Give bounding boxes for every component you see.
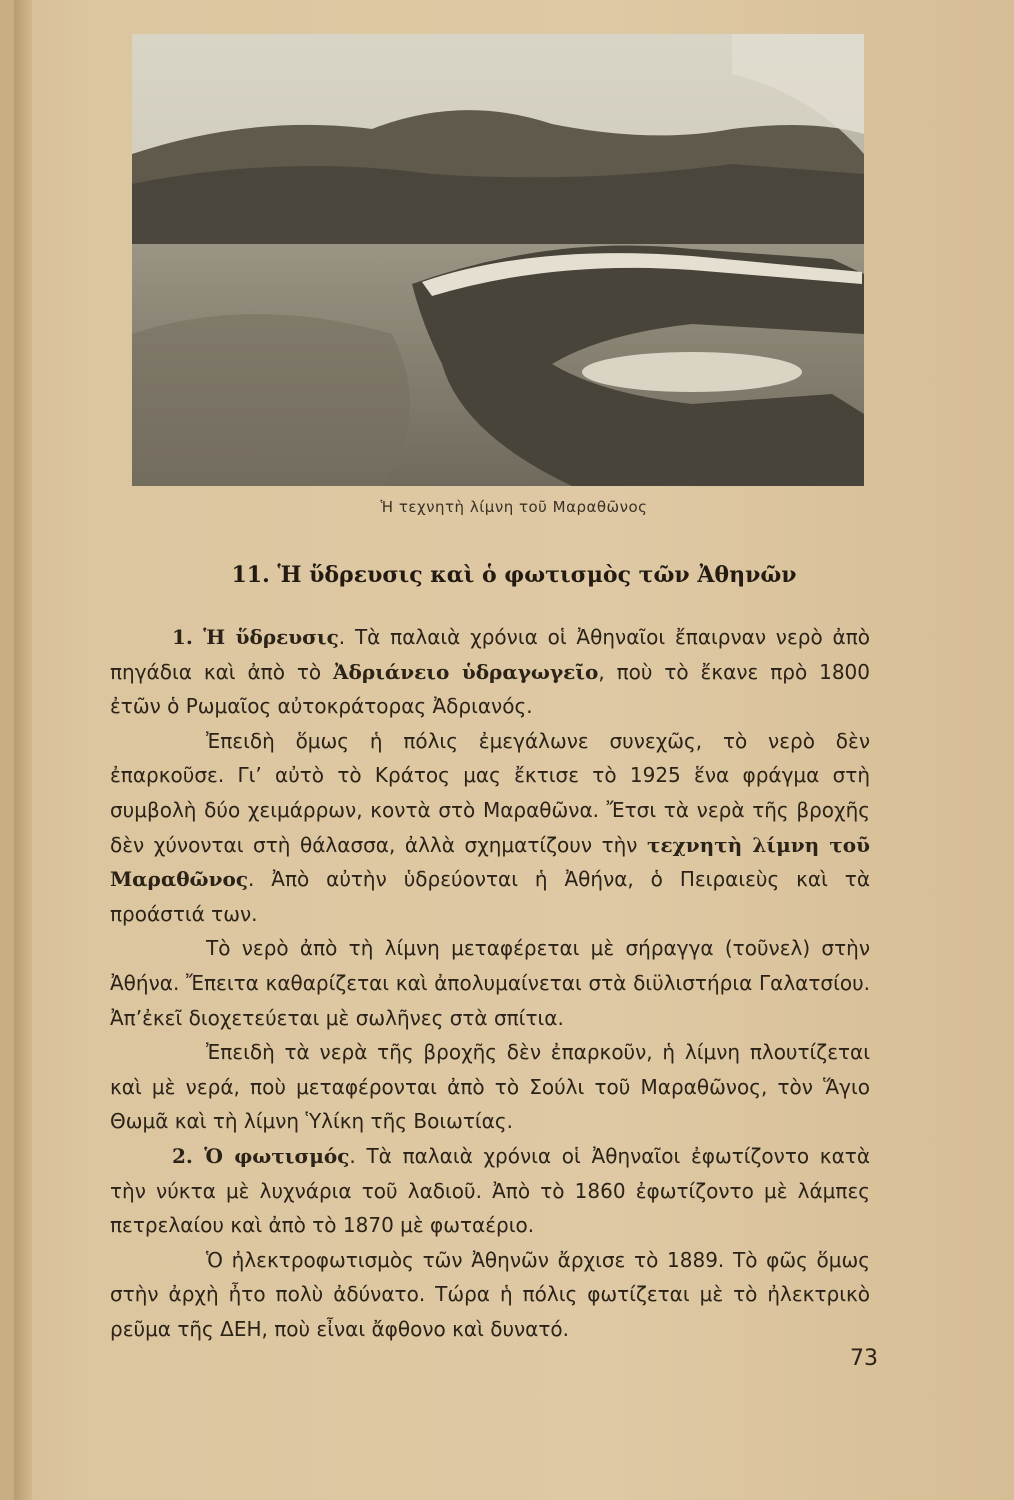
paragraph-text: . Ἀπὸ αὐτὴν ὑδρεύονται ἡ Ἀθήνα, ὁ Πειραιεὺς καὶ τὰ προάστιά των. <box>110 867 870 926</box>
bold-term-lake: τεχνητὴ λίμνη τοῦ Μαραθῶνος <box>110 832 870 892</box>
lake-photo <box>132 34 864 486</box>
page-edge <box>14 0 32 1500</box>
photo-caption: Ἡ τεχνητὴ λίμνη τοῦ Μαραθῶνος <box>380 498 648 516</box>
paragraph-tunnel: Τὸ νερὸ ἀπὸ τὴ λίμνη μεταφέρεται μὲ σήραγγα (τοῦνελ) στὴν Ἀθήνα. Ἔπειτα καθαρίζεται καὶ ἀπολυμαίνεται στὰ διϋλιστήρια Γαλατσίου. Ἀπ’ἐκεῖ διοχετεύεται μὲ σωλῆνες στὰ σπίτια. <box>110 936 870 1030</box>
book-page <box>14 0 1014 1500</box>
page-number: 73 <box>850 1346 878 1371</box>
subheading-lighting: 2. Ὁ φωτισμός <box>172 1143 350 1168</box>
body-text <box>110 620 870 1346</box>
section-heading: 11. Ἡ ὕδρευσις καὶ ὁ φωτισμὸς τῶν Ἀθηνῶν <box>231 562 797 588</box>
paragraph-lake-supplement: Ἐπειδὴ τὰ νερὰ τῆς βροχῆς δὲν ἐπαρκοῦν, ἡ λίμνη πλουτίζεται καὶ μὲ νερά, ποὺ μεταφέρονται ἀπὸ τὸ Σούλι τοῦ Μαραθῶνος, τὸν Ἅγιο Θωμᾶ καὶ τὴ λίμνη Ὑλίκη τῆς Βοιωτίας. <box>110 1040 870 1134</box>
paragraph-text: Ἐπειδὴ ὅμως ἡ πόλις ἐμεγάλωνε συνεχῶς, τὸ νερὸ δὲν ἐπαρκοῦσε. Γι’ αὐτὸ τὸ Κράτος μας ἔκτισε τὸ 1925 ἕνα φράγμα στὴ συμβολὴ δύο χειμάρρων, κοντὰ στὸ Μαραθῶνα. Ἔτσι τὰ νερὰ τῆς βροχῆς δὲν χύνονται στὴ θάλασσα, ἀλλὰ σχηματίζουν τὴν <box>110 728 870 857</box>
photo-lake-dam-icon <box>132 34 864 486</box>
paragraph-electricity: Ὁ ἠλεκτροφωτισμὸς τῶν Ἀθηνῶν ἄρχισε τὸ 1889. Τὸ φῶς ὅμως στὴν ἀρχὴ ἦτο πολὺ ἀδύνατο. Τώρα ἡ πόλις φωτίζεται μὲ τὸ ἠλεκτρικὸ ρεῦμα τῆς ΔΕΗ, ποὺ εἶναι ἄφθονο καὶ δυνατό. <box>110 1247 870 1341</box>
paragraph-water-supply <box>110 620 870 724</box>
paragraph-text: . Τὰ παλαιὰ χρόνια οἱ Ἀθηναῖοι ἐφωτίζοντο κατὰ τὴν νύκτα μὲ λυχνάρια τοῦ λαδιοῦ. Ἀπὸ τὸ 1860 ἐφωτίζοντο μὲ λάμπες πετρελαίου καὶ ἀπὸ τὸ 1870 μὲ φωταέριο. <box>110 1143 871 1238</box>
paragraph-text: . Τὰ παλαιὰ χρόνια οἱ Ἀθηναῖοι ἔπαιρναν νερὸ ἀπὸ πηγάδια καὶ ἀπὸ τὸ <box>110 625 870 684</box>
paragraph-marathon-dam <box>110 724 870 932</box>
subheading-water-supply: 1. Ἡ ὕδρευσις <box>172 625 339 649</box>
paragraph-lighting <box>110 1139 870 1243</box>
paragraph-text: , ποὺ τὸ ἔκανε πρὸ 1800 ἐτῶν ὁ Ρωμαῖος αὐτοκράτορας Ἀδριανός. <box>110 659 870 719</box>
bold-term-aqueduct: Ἀδριάνειο ὑδραγωγεῖο <box>333 659 599 684</box>
